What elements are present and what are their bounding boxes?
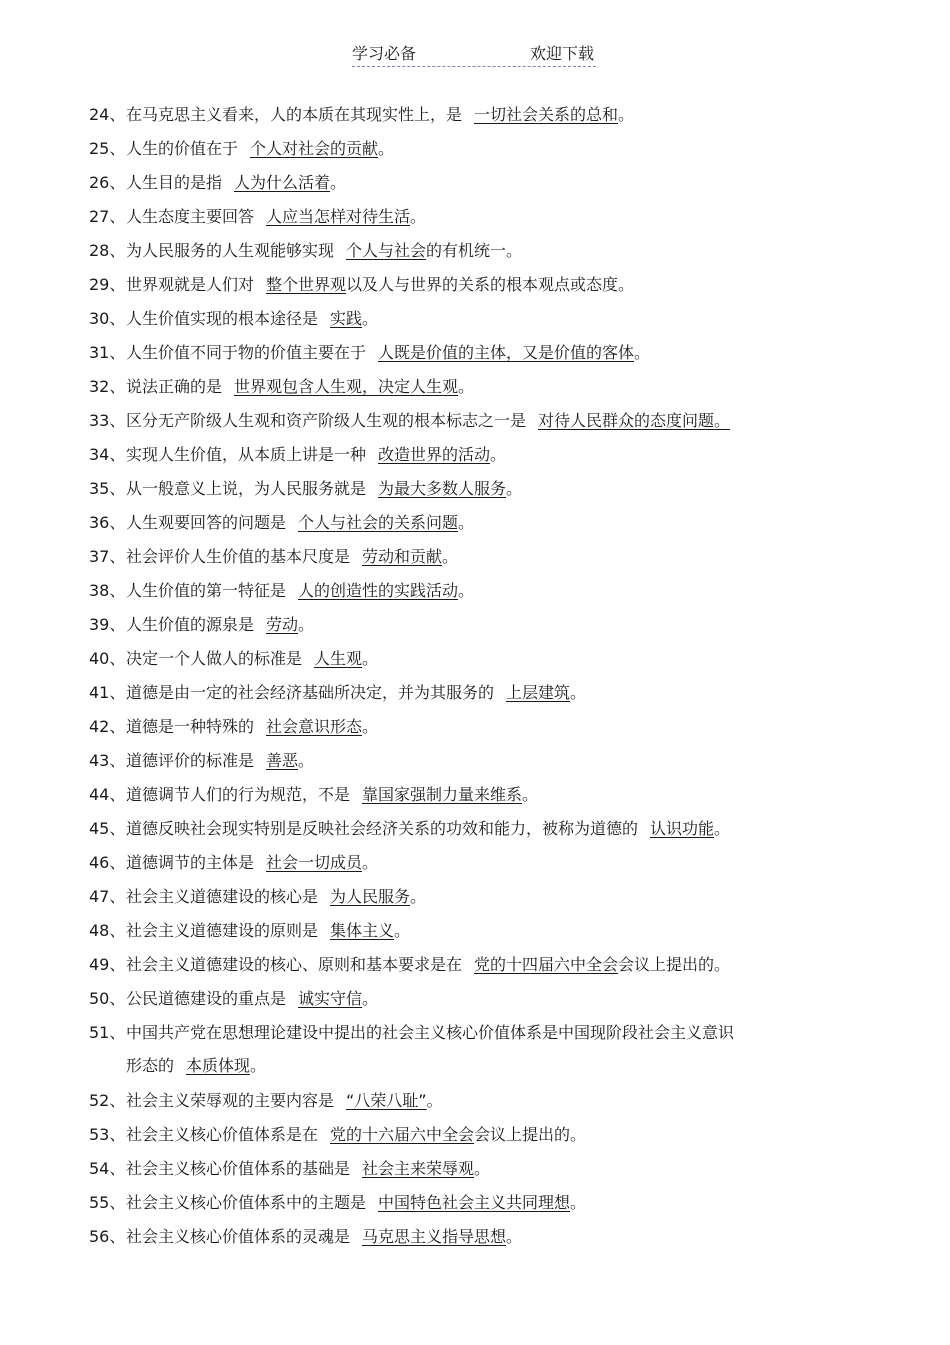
question-tail: 。 <box>362 989 379 1008</box>
question-number: 34、 <box>89 445 126 464</box>
question-number: 43、 <box>89 751 126 770</box>
question-number: 24、 <box>89 105 126 124</box>
question-number: 55、 <box>89 1193 126 1212</box>
question-text: 社会主义道德建设的核心、原则和基本要求是在 <box>126 955 463 974</box>
question-tail: 。 <box>362 309 379 328</box>
question-text: 人生目的是指 <box>126 173 223 192</box>
question-number: 48、 <box>89 921 126 940</box>
question-item <box>89 438 849 472</box>
question-item <box>89 302 849 336</box>
question-tail: 。 <box>570 1193 587 1212</box>
question-tail: 。 <box>394 921 411 940</box>
question-tail: 。 <box>362 853 379 872</box>
question-number: 35、 <box>89 479 126 498</box>
answer-blank: 劳动 <box>266 615 299 634</box>
answer-blank: 党的十四届六中全会 <box>474 955 619 974</box>
question-tail: 。 <box>506 479 523 498</box>
question-number: 38、 <box>89 581 126 600</box>
question-tail: 以及人与世界的关系的根本观点或态度。 <box>346 275 635 294</box>
question-text: 道德调节的主体是 <box>126 853 255 872</box>
question-item <box>89 1220 849 1254</box>
question-item <box>89 1084 849 1118</box>
question-tail: 。 <box>458 513 475 532</box>
question-item <box>89 132 849 166</box>
question-number: 25、 <box>89 139 126 158</box>
question-number: 53、 <box>89 1125 126 1144</box>
answer-blank: 为最大多数人服务 <box>378 479 507 498</box>
question-tail: 。 <box>330 173 347 192</box>
question-text: 人生价值的源泉是 <box>126 615 255 634</box>
question-text: 社会主义核心价值体系的基础是 <box>126 1159 351 1178</box>
answer-blank: 人应当怎样对待生活 <box>266 207 411 226</box>
question-item <box>89 914 849 948</box>
question-tail: 。 <box>378 139 395 158</box>
question-tail: 。 <box>506 1227 523 1246</box>
question-item <box>89 1186 849 1220</box>
question-item <box>89 1016 849 1083</box>
question-text: 从一般意义上说，为人民服务就是 <box>126 479 367 498</box>
answer-blank: 上层建筑 <box>506 683 571 702</box>
question-number: 45、 <box>89 819 126 838</box>
question-item <box>89 472 849 506</box>
question-item <box>89 540 849 574</box>
question-item <box>89 336 849 370</box>
answer-blank: 中国特色社会主义共同理想 <box>378 1193 571 1212</box>
question-number: 28、 <box>89 241 126 260</box>
question-text: 道德评价的标准是 <box>126 751 255 770</box>
question-item <box>89 98 849 132</box>
question-text: 人生价值实现的根本途径是 <box>126 309 319 328</box>
question-tail: 。 <box>298 751 315 770</box>
question-item <box>89 234 849 268</box>
question-tail: 。 <box>522 785 539 804</box>
answer-blank: 个人与社会的关系问题 <box>298 513 459 532</box>
answer-blank: 实践 <box>330 309 363 328</box>
question-item <box>89 268 849 302</box>
question-tail: 。 <box>490 445 507 464</box>
question-item <box>89 404 849 438</box>
answer-blank: 个人对社会的贡献 <box>250 139 379 158</box>
question-text: 道德是由一定的社会经济基础所决定，并为其服务的 <box>126 683 495 702</box>
question-number: 44、 <box>89 785 126 804</box>
question-text: 社会主义核心价值体系是在 <box>126 1125 319 1144</box>
question-tail: 的有机统一。 <box>426 241 523 260</box>
question-text: 公民道德建设的重点是 <box>126 989 287 1008</box>
question-tail: 会议上提出的。 <box>474 1125 587 1144</box>
question-tail: 。 <box>458 581 475 600</box>
question-tail: 。 <box>442 547 459 566</box>
question-text: 社会主义荣辱观的主要内容是 <box>126 1091 335 1110</box>
question-item <box>89 608 849 642</box>
question-number: 29、 <box>89 275 126 294</box>
question-text: 人生价值的第一特征是 <box>126 581 287 600</box>
question-number: 50、 <box>89 989 126 1008</box>
question-text: 中国共产党在思想理论建设中提出的社会主义核心价值体系是中国现阶段社会主义意识 <box>126 1023 735 1042</box>
question-number: 54、 <box>89 1159 126 1178</box>
question-item <box>89 1152 849 1186</box>
question-item <box>89 1118 849 1152</box>
question-item <box>89 948 849 982</box>
answer-blank: 改造世界的活动 <box>378 445 491 464</box>
question-tail: 。 <box>618 105 635 124</box>
question-text-continued: 形态的 <box>126 1056 175 1075</box>
question-item <box>89 370 849 404</box>
question-tail: 。 <box>570 683 587 702</box>
answer-blank: 为人民服务 <box>330 887 411 906</box>
question-number: 40、 <box>89 649 126 668</box>
question-item <box>89 506 849 540</box>
question-number: 49、 <box>89 955 126 974</box>
question-tail: 。 <box>298 615 315 634</box>
question-item <box>89 166 849 200</box>
question-text: 说法正确的是 <box>126 377 223 396</box>
question-tail: 。 <box>362 649 379 668</box>
answer-blank: 社会意识形态 <box>266 717 363 736</box>
question-text: 道德调节人们的行为规范，不是 <box>126 785 351 804</box>
question-text: 社会主义核心价值体系中的主题是 <box>126 1193 367 1212</box>
question-number: 33、 <box>89 411 126 430</box>
question-number: 39、 <box>89 615 126 634</box>
question-text: 社会主义核心价值体系的灵魂是 <box>126 1227 351 1246</box>
question-item <box>89 778 849 812</box>
question-item <box>89 982 849 1016</box>
question-text: 实现人生价值，从本质上讲是一种 <box>126 445 367 464</box>
question-number: 30、 <box>89 309 126 328</box>
question-number: 26、 <box>89 173 126 192</box>
question-tail: 。 <box>410 887 427 906</box>
question-item <box>89 642 849 676</box>
answer-blank: 人既是价值的主体，又是价值的客体 <box>378 343 635 362</box>
question-tail: 会议上提出的。 <box>618 955 731 974</box>
answer-blank: “八荣八耻” <box>346 1091 427 1110</box>
question-text: 世界观就是人们对 <box>126 275 255 294</box>
question-text: 道德是一种特殊的 <box>126 717 255 736</box>
question-text: 人生观要回答的问题是 <box>126 513 287 532</box>
question-tail: 。 <box>474 1159 491 1178</box>
answer-blank: 本质体现 <box>186 1056 251 1075</box>
question-text: 道德反映社会现实特别是反映社会经济关系的功效和能力，被称为道德的 <box>126 819 639 838</box>
answer-blank: 社会主来荣辱观 <box>362 1159 475 1178</box>
answer-blank: 世界观包含人生观，决定人生观 <box>234 377 459 396</box>
question-tail: 。 <box>634 343 651 362</box>
question-tail: 。 <box>458 377 475 396</box>
question-number: 56、 <box>89 1227 126 1246</box>
answer-blank: 人的创造性的实践活动 <box>298 581 459 600</box>
question-text: 决定一个人做人的标准是 <box>126 649 303 668</box>
question-number: 47、 <box>89 887 126 906</box>
question-number: 42、 <box>89 717 126 736</box>
answer-blank: 劳动和贡献 <box>362 547 443 566</box>
answer-blank: 个人与社会 <box>346 241 427 260</box>
question-text: 人生态度主要回答 <box>126 207 255 226</box>
question-number: 32、 <box>89 377 126 396</box>
answer-blank: 整个世界观 <box>266 275 347 294</box>
question-text: 人生价值不同于物的价值主要在于 <box>126 343 367 362</box>
answer-blank: 集体主义 <box>330 921 395 940</box>
answer-blank: 认识功能 <box>650 819 715 838</box>
answer-blank: 一切社会关系的总和 <box>474 105 619 124</box>
question-item <box>89 744 849 778</box>
question-tail: 。 <box>362 717 379 736</box>
question-item <box>89 710 849 744</box>
question-tail: 。 <box>714 819 731 838</box>
question-number: 36、 <box>89 513 126 532</box>
answer-blank: 党的十六届六中全会 <box>330 1125 475 1144</box>
question-item <box>89 676 849 710</box>
question-text: 人生的价值在于 <box>126 139 239 158</box>
question-text: 社会评价人生价值的基本尺度是 <box>126 547 351 566</box>
answer-blank: 马克思主义指导思想 <box>362 1227 507 1246</box>
question-text: 在马克思主义看来，人的本质在其现实性上，是 <box>126 105 463 124</box>
question-text: 社会主义道德建设的原则是 <box>126 921 319 940</box>
question-number: 51、 <box>89 1023 126 1042</box>
question-tail: 。 <box>250 1056 267 1075</box>
answer-blank: 善恶 <box>266 751 299 770</box>
question-number: 41、 <box>89 683 126 702</box>
question-item <box>89 812 849 846</box>
header-right-text: 欢迎下载 <box>529 44 594 63</box>
question-text: 区分无产阶级人生观和资产阶级人生观的根本标志之一是 <box>126 411 527 430</box>
question-number: 52、 <box>89 1091 126 1110</box>
question-number: 27、 <box>89 207 126 226</box>
answer-blank: 人生观 <box>314 649 363 668</box>
question-continuation <box>89 1049 849 1083</box>
question-item <box>89 200 849 234</box>
header-left-text: 学习必备 <box>352 44 417 63</box>
answer-blank: 对待人民群众的态度问题。 <box>538 411 731 430</box>
question-tail: 。 <box>426 1091 443 1110</box>
question-text: 社会主义道德建设的核心是 <box>126 887 319 906</box>
question-item <box>89 574 849 608</box>
question-number: 31、 <box>89 343 126 362</box>
answer-blank: 靠国家强制力量来维系 <box>362 785 523 804</box>
question-text: 为人民服务的人生观能够实现 <box>126 241 335 260</box>
question-tail: 。 <box>410 207 427 226</box>
answer-blank: 人为什么活着 <box>234 173 331 192</box>
question-item <box>89 880 849 914</box>
question-number: 37、 <box>89 547 126 566</box>
question-item <box>89 846 849 880</box>
question-number: 46、 <box>89 853 126 872</box>
answer-blank: 诚实守信 <box>298 989 363 1008</box>
answer-blank: 社会一切成员 <box>266 853 363 872</box>
